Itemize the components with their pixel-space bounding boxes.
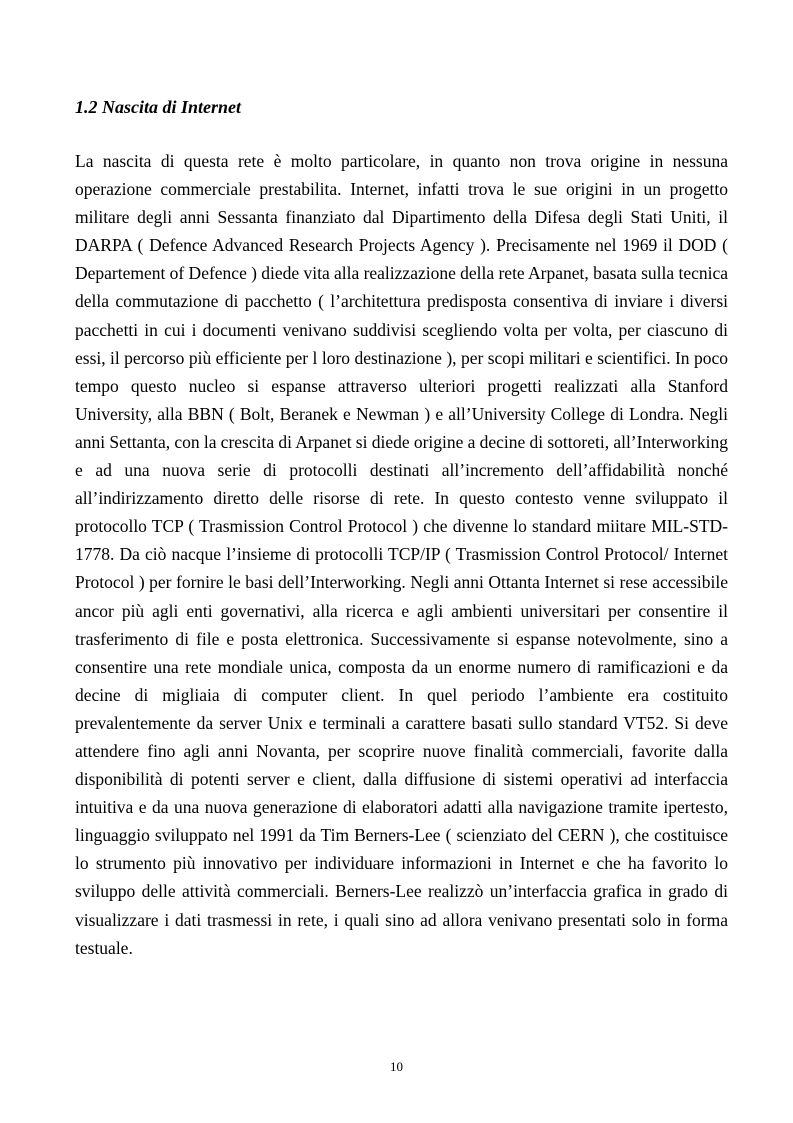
section-heading: 1.2 Nascita di Internet xyxy=(75,97,242,117)
body-paragraph: La nascita di questa rete è molto particolare, in quanto non trova origine in nessuna operazione commerciale prestabilita. Internet, infatti trova le sue origini in un progetto militare degli anni Sessanta finanziato dal Dipartimento della Difesa degli Stati Uniti, il DARPA ( Defence Advanced Research Projects Agency ). Precisamente nel 1969 il DOD ( Departement of Defence ) diede vita alla realizzazione della rete Arpanet, basata sulla tecnica della commutazione di pacchetto ( l’architettura predisposta consentiva di inviare i diversi pacchetti in cui i documenti venivano suddivisi scegliendo volta per volta, per ciascuno di essi, il percorso più efficiente per l loro destinazione ), per scopi militari e scientifici. In poco tempo questo nucleo si espanse attraverso ulteriori progetti realizzati alla Stanford University, alla BBN ( Bolt, Beranek e Newman ) e all’University College di Londra. Negli anni Settanta, con la crescita di Arpanet si diede origine a decine di sottoreti, all’Interworking e ad una nuova serie di protocolli destinati all’incremento dell’affidabilità nonché all’indirizzamento diretto delle risorse di rete. In questo contesto venne sviluppato il protocollo TCP ( Trasmission Control Protocol ) che divenne lo standard miitare MIL-STD- 1778. Da ciò nacque l’insieme di protocolli TCP/IP ( Trasmission Control Protocol/ Internet Protocol ) per fornire le basi dell’Interworking. Negli anni Ottanta Internet si rese accessibile ancor più agli enti governativi, alla ricerca e agli ambienti universitari per consentire il trasferimento di file e posta elettronica. Successivamente si espanse notevolmente, sino a consentire una rete mondiale unica, composta da un enorme numero di ramificazioni e da decine di migliaia di computer client. In quel periodo l’ambiente era costituito prevalentemente da server Unix e terminali a carattere basati sullo standard VT52. Si deve attendere fino agli anni Novanta, per scoprire nuove finalità commerciali, favorite dalla disponibilità di potenti server e client, dalla diffusione di sistemi operativi ad interfaccia intuitiva e da una nuova generazione di elaboratori adatti alla navigazione tramite ipertesto, linguaggio sviluppato nel 1991 da Tim Berners-Lee ( scienziato del CERN ), che costituisce lo strumento più innovativo per individuare informazioni in Internet e che ha favorito lo sviluppo delle attività commerciali. Berners-Lee realizzò un’interfaccia grafica in grado di visualizzare i dati trasmessi in rete, i quali sino ad allora venivano presentati solo in forma testuale. xyxy=(75,151,728,958)
page-number: 10 xyxy=(390,1059,403,1074)
